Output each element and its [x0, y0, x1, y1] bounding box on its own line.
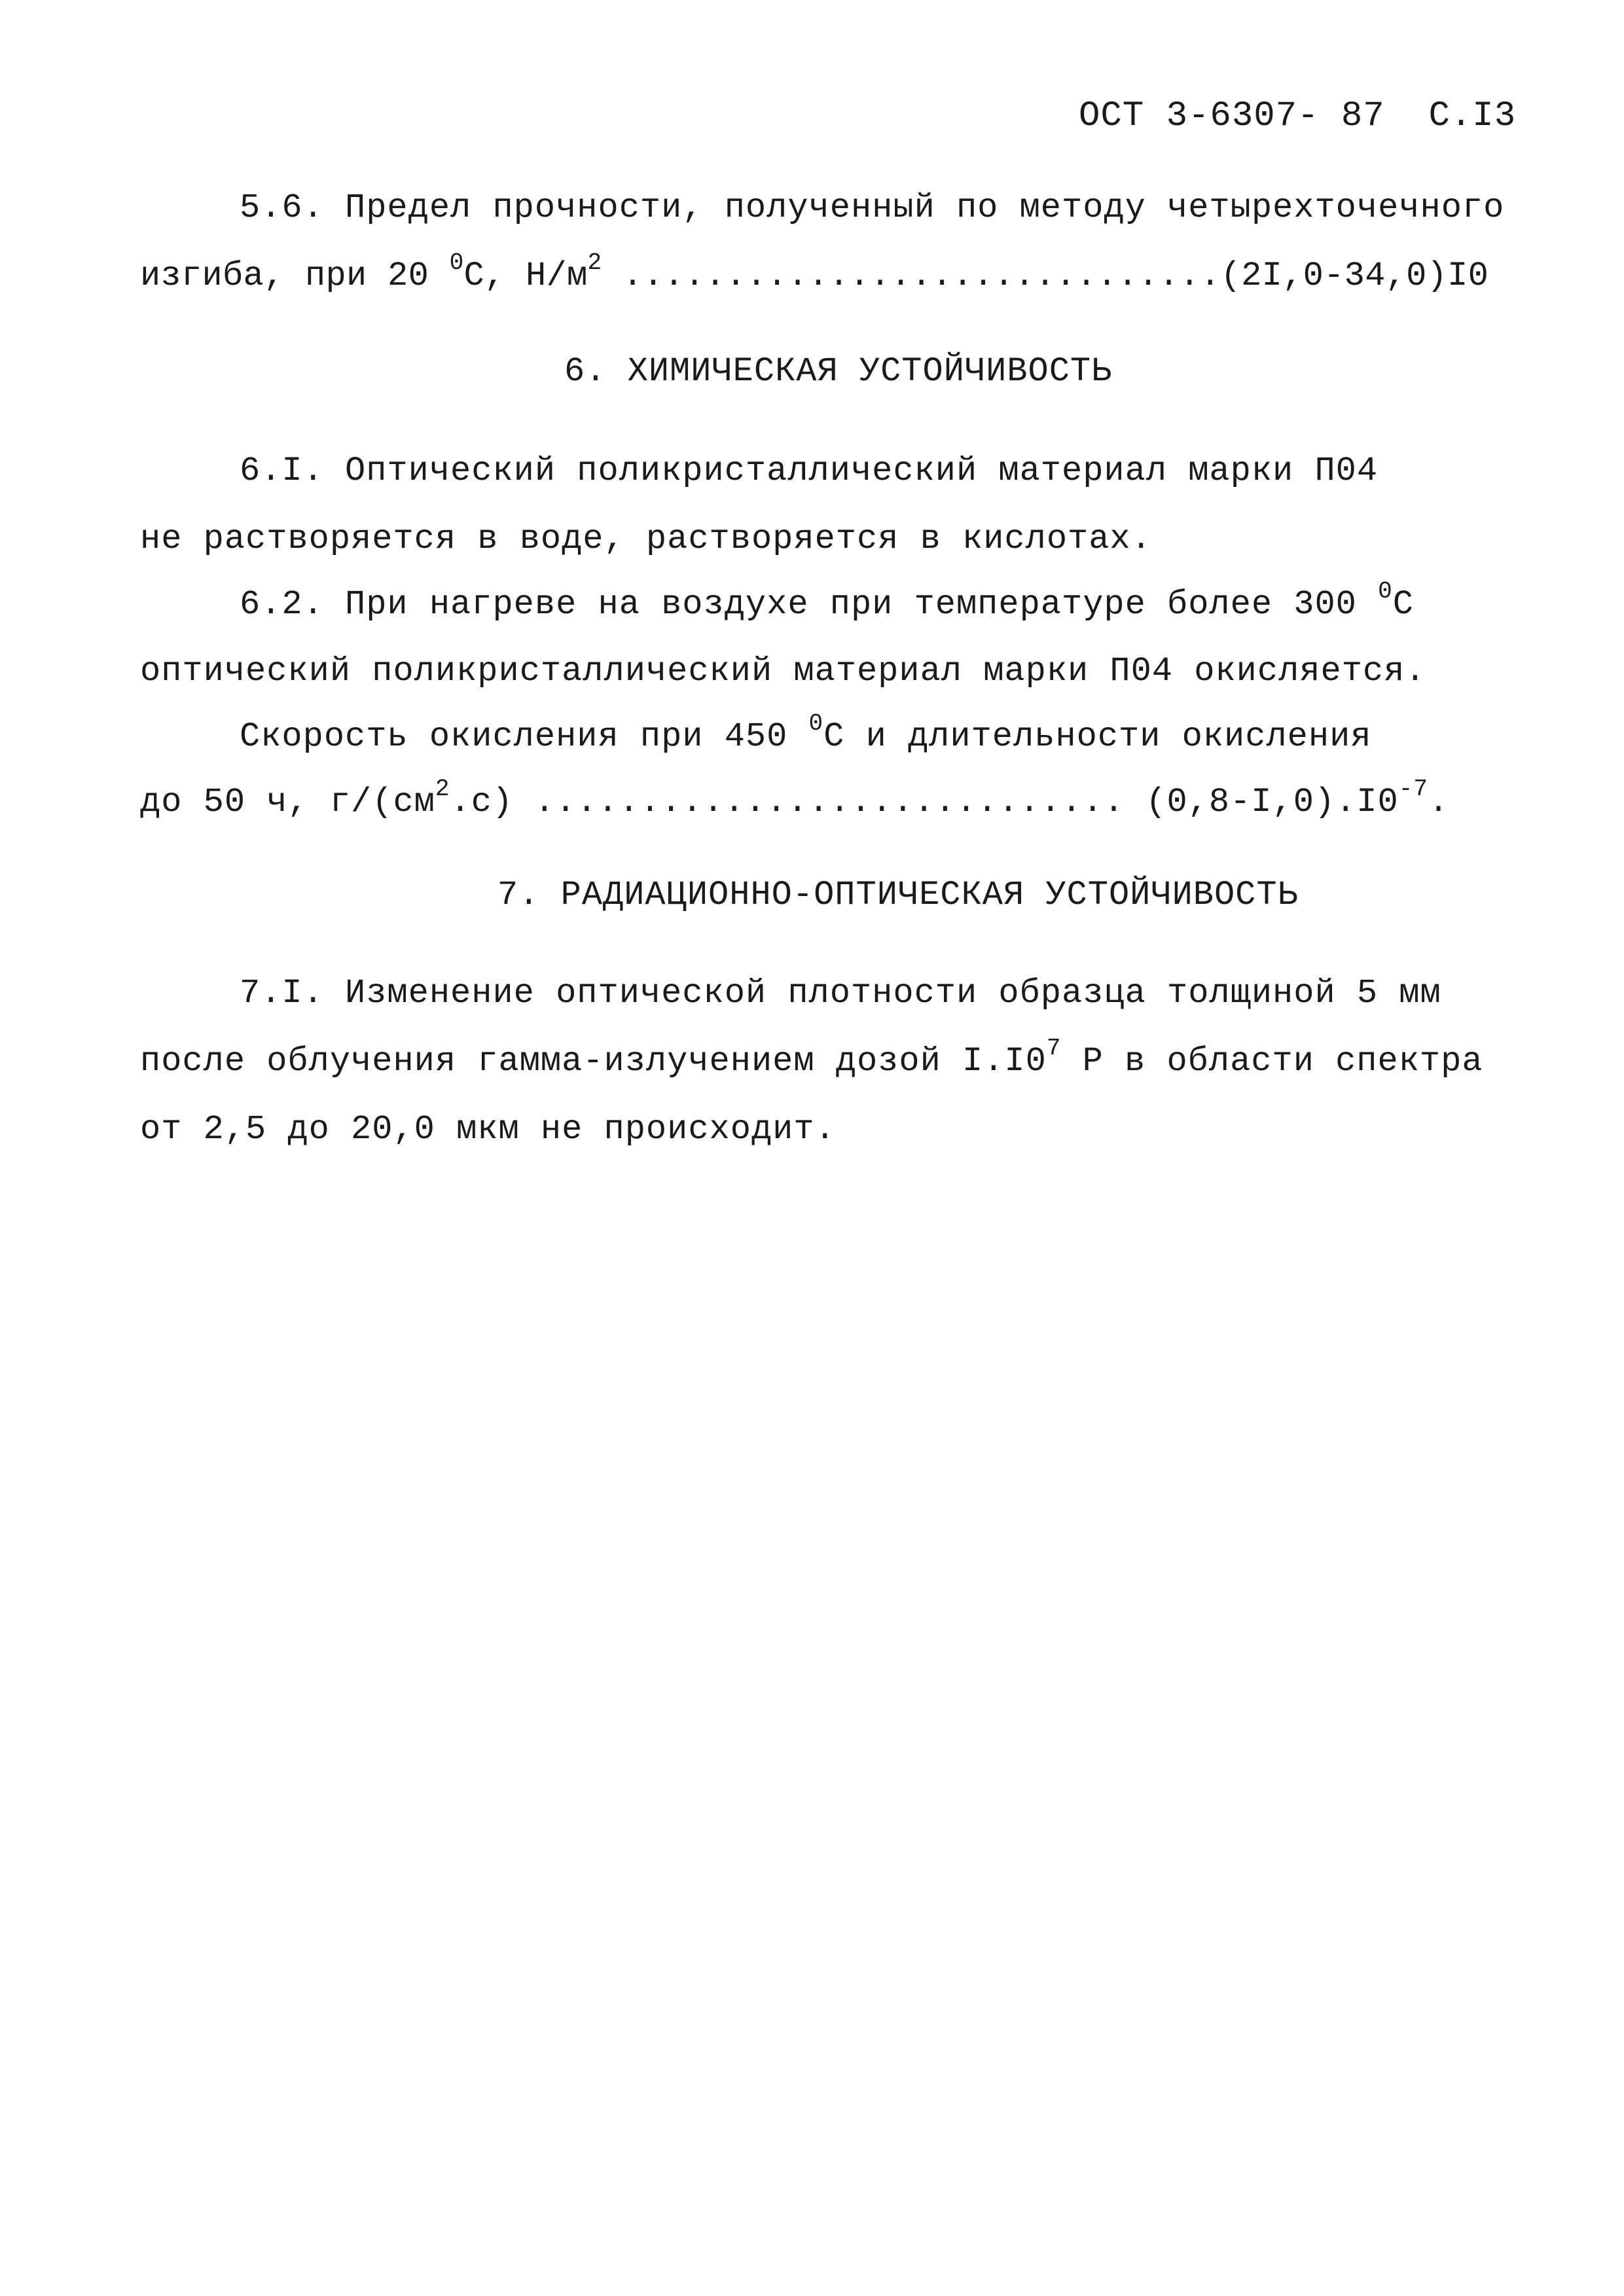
section-6-heading: 6. ХИМИЧЕСКАЯ УСТОЙЧИВОСТЬ: [564, 352, 1113, 391]
superscript: 0: [808, 710, 824, 737]
text: Р в области спектра: [1061, 1042, 1483, 1081]
para-6-2-line-4: [140, 776, 1450, 822]
para-6-2-line-2: оптический поликристаллический материал марки П04 окисляется.: [140, 652, 1426, 691]
superscript: 0: [449, 249, 464, 276]
page-number: С.I3: [1428, 96, 1517, 136]
superscript: 7: [1046, 1035, 1062, 1062]
text: С и длительности окисления: [823, 717, 1372, 756]
para-6-2-line-1: [240, 578, 1414, 624]
para-6-1-line-2: не растворяется в воде, растворяется в кислотах.: [140, 520, 1152, 558]
section-7-heading: 7. РАДИАЦИОННО-ОПТИЧЕСКАЯ УСТОЙЧИВОСТЬ: [497, 876, 1299, 914]
page-header: [1079, 97, 1516, 136]
para-5-6-line-1: 5.6. Предел прочности, полученный по методу четырехточечного: [240, 188, 1505, 227]
text: С: [1392, 585, 1414, 624]
para-6-1-line-1: 6.I. Оптический поликристаллический материал марки П04: [240, 452, 1379, 490]
text: Скорость окисления при 450: [240, 717, 809, 756]
text: до 50 ч, г/(см: [140, 783, 435, 821]
para-7-1-line-2: [140, 1035, 1483, 1081]
text: С, Н/м: [463, 257, 588, 295]
text: после облучения гамма-излучением дозой I.I0: [140, 1042, 1047, 1081]
text: .с) ............................ (0,8-I,0).I0: [450, 783, 1399, 821]
text: .: [1428, 783, 1450, 821]
text: 6.2. При нагреве на воздухе при температуре более 300: [240, 585, 1379, 624]
para-7-1-line-3: от 2,5 до 20,0 мкм не происходит.: [140, 1110, 836, 1149]
para-7-1-line-1: 7.I. Изменение оптической плотности образца толщиной 5 мм: [240, 974, 1441, 1013]
superscript: -7: [1398, 776, 1428, 802]
text: изгиба, при 20: [140, 257, 450, 295]
para-5-6-line-2: [140, 249, 1489, 296]
superscript: 2: [587, 249, 602, 276]
text: .............................(2I,0-34,0)I0: [602, 257, 1489, 295]
para-6-2-line-3: [240, 710, 1372, 757]
doc-code: ОСТ 3-6307- 87: [1079, 96, 1385, 136]
superscript: 0: [1378, 578, 1393, 605]
superscript: 2: [435, 776, 450, 802]
